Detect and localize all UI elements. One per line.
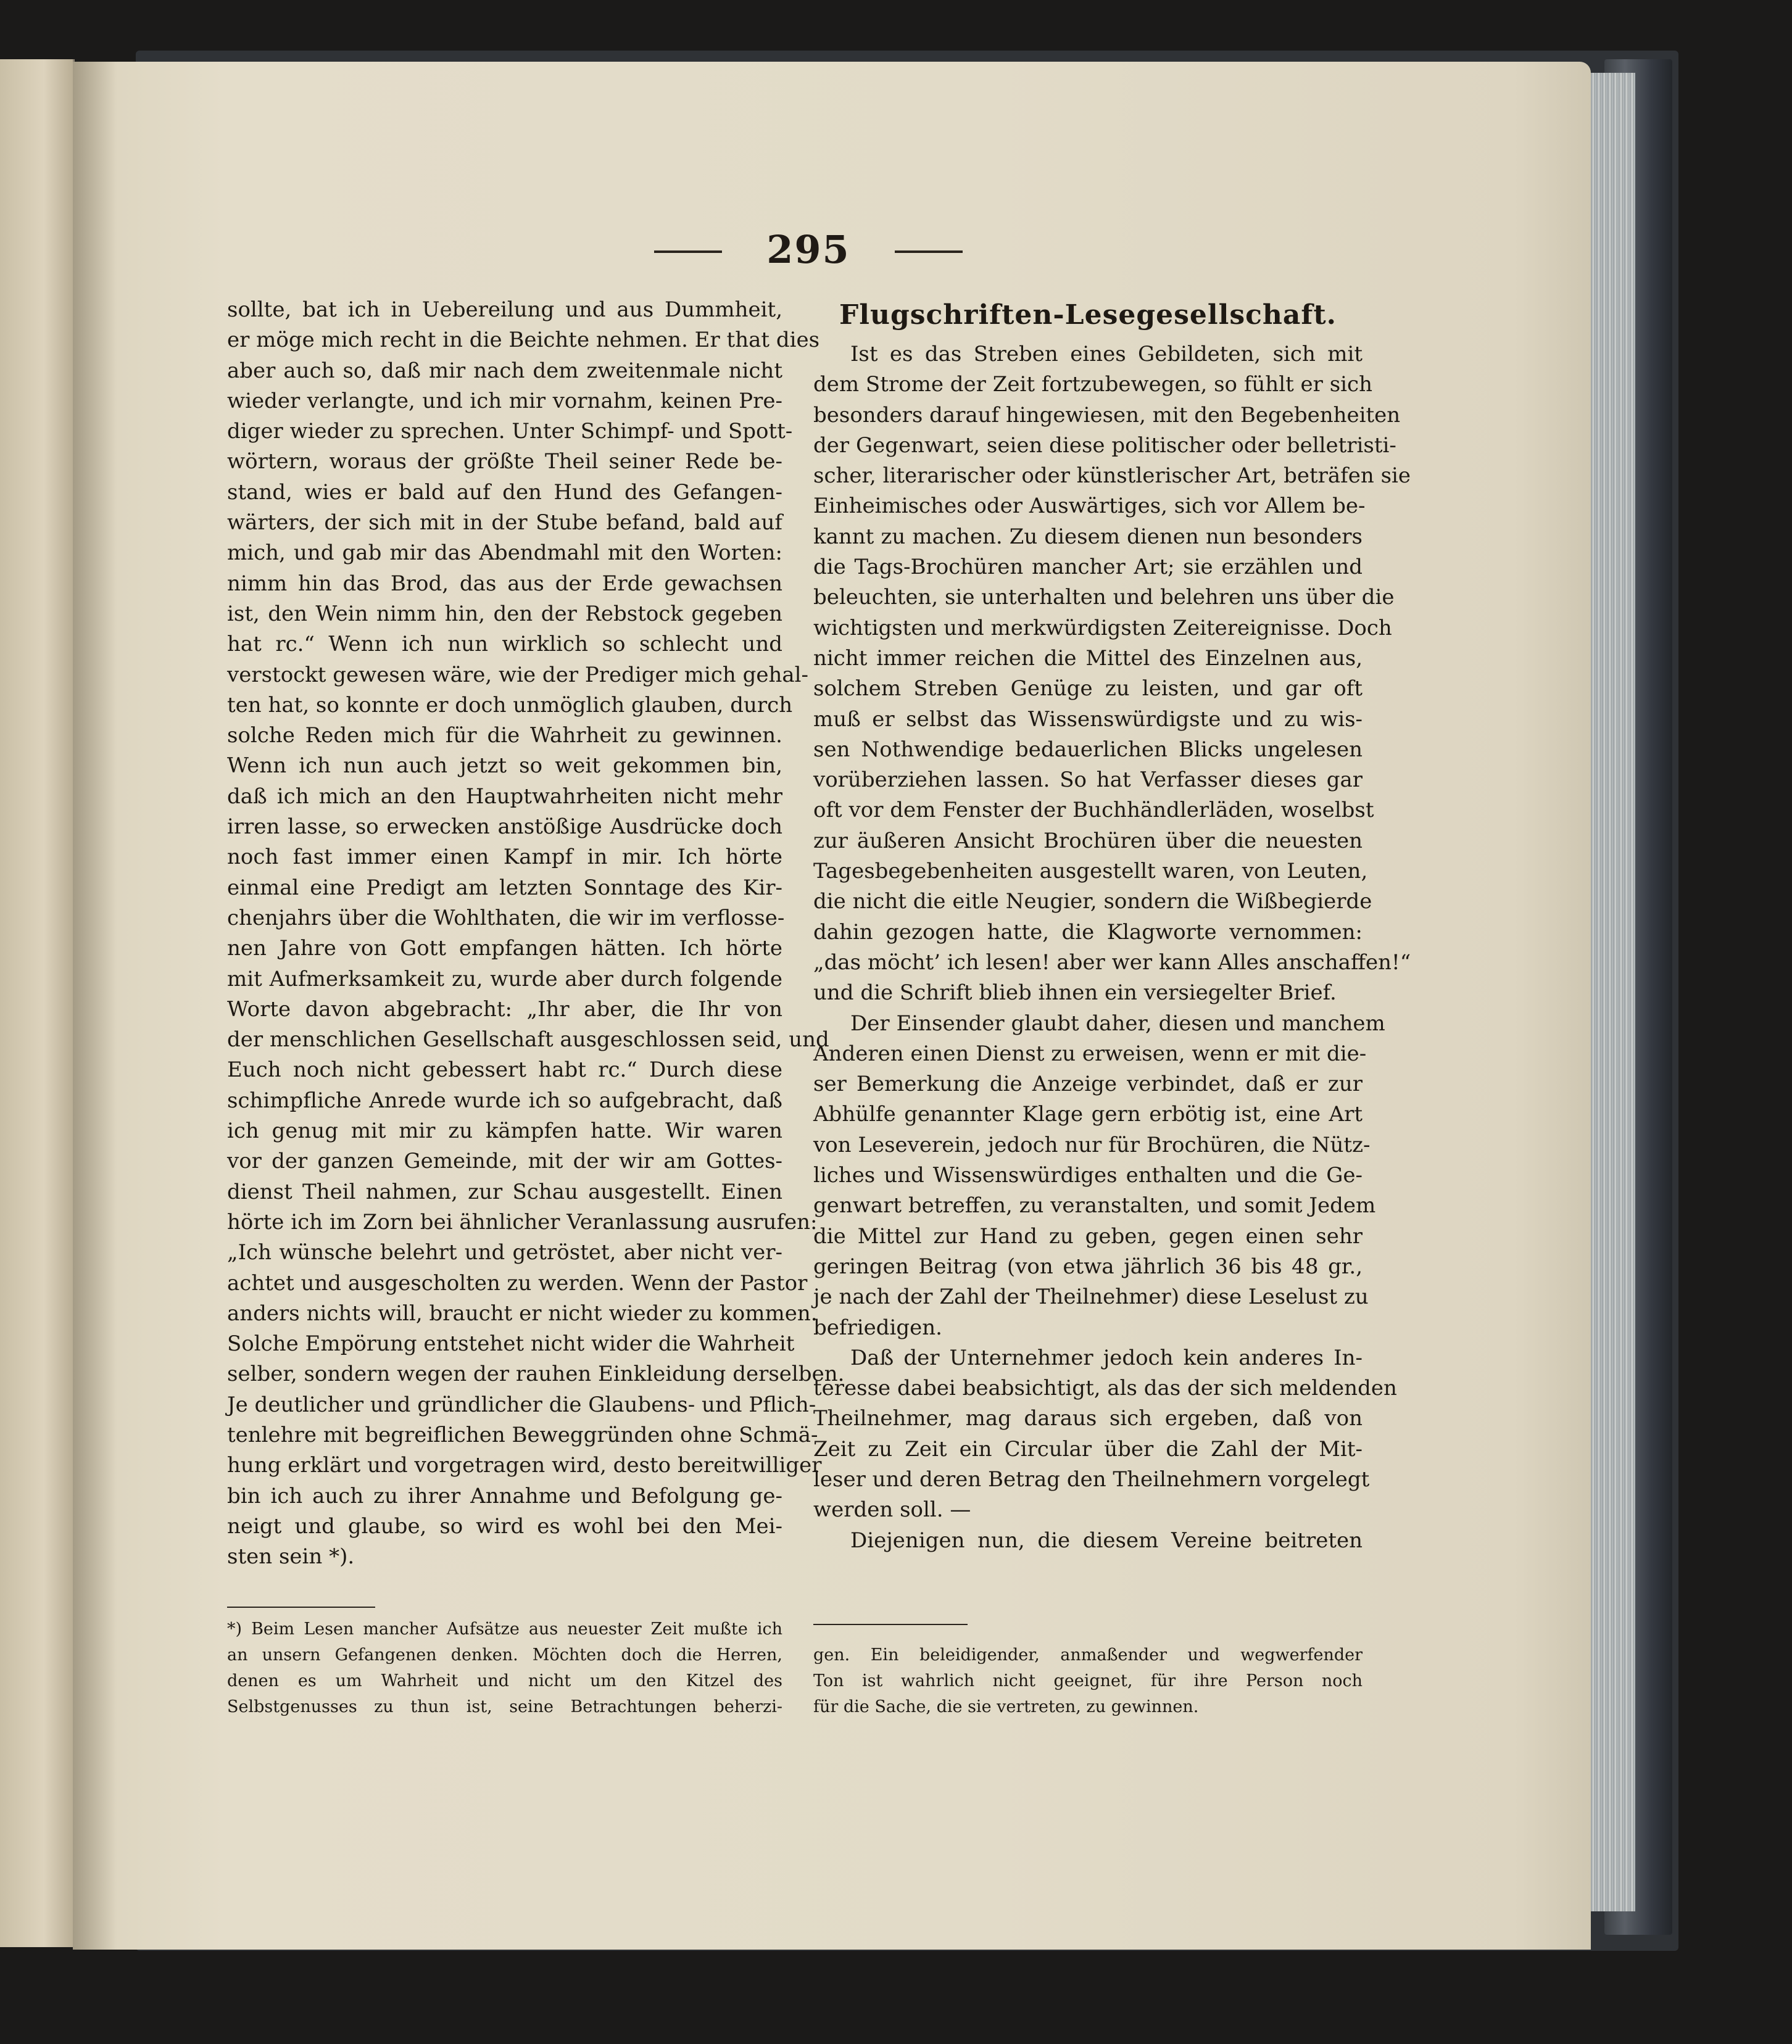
footnote-line: Ton ist wahrlich nicht geeignet, für ihre Person noch	[813, 1671, 1363, 1690]
right-column-line: von Leseverein, jedoch nur für Brochüren, die Nütz-	[813, 1132, 1371, 1157]
right-column-line: die Mittel zur Hand zu geben, gegen einen sehr	[813, 1223, 1363, 1249]
footnote-rule-right	[813, 1624, 968, 1625]
left-column-line: sten sein *).	[227, 1544, 355, 1570]
right-column-line: muß er selbst das Wissenswürdigste und zu wis-	[813, 706, 1363, 732]
left-column-line: selber, sondern wegen der rauhen Einkleidung derselben.	[227, 1362, 845, 1387]
left-column-text	[227, 295, 845, 1572]
left-column-line: neigt und glaube, so wird es wohl bei den Mei-	[227, 1513, 782, 1539]
left-column-line: mich, und gab mir das Abendmahl mit den Worten:	[227, 540, 782, 566]
right-column-paragraph	[813, 339, 1411, 1009]
right-column-line: kannt zu machen. Zu diesem dienen nun besonders	[813, 524, 1363, 549]
left-column-line: aber auch so, daß mir nach dem zweitenmale nicht	[227, 358, 782, 383]
right-column-line: zur äußeren Ansicht Brochüren über die neuesten	[813, 828, 1363, 853]
left-column-line: wieder verlangte, und ich mir vornahm, keinen Pre-	[227, 388, 782, 413]
left-column-line: wörtern, woraus der größte Theil seiner Rede be-	[227, 449, 782, 474]
left-column-line: hörte ich im Zorn bei ähnlicher Veranlassung ausrufen:	[227, 1209, 818, 1235]
right-column-line: Einheimisches oder Auswärtiges, sich vor Allem be-	[813, 494, 1366, 519]
left-column-line: daß ich mich an den Hauptwahrheiten nicht mehr	[227, 784, 782, 809]
left-column-line: „Ich wünsche belehrt und getröstet, aber nicht ver-	[227, 1240, 782, 1265]
page-header	[654, 222, 963, 278]
right-column-line: oft vor dem Fenster der Buchhändlerläden, woselbst	[813, 798, 1374, 823]
right-column-line: genwart betreffen, zu veranstalten, und somit Jedem	[813, 1193, 1376, 1219]
left-column-line: Je deutlicher und gründlicher die Glaubens- und Pflich-	[227, 1392, 816, 1417]
left-column-line: solche Reden mich für die Wahrheit zu gewinnen.	[227, 723, 782, 748]
right-column-line: beleuchten, sie unterhalten und belehren uns über die	[813, 585, 1395, 610]
right-column-line: „das möcht’ ich lesen! aber wer kann Alles anschaffen!“	[813, 950, 1411, 975]
footnote-line: für die Sache, die sie vertreten, zu gewinnen.	[813, 1697, 1199, 1716]
left-column-line: noch fast immer einen Kampf in mir. Ich hörte	[227, 845, 782, 870]
left-column-line: hat rc.“ Wenn ich nun wirklich so schlecht und	[227, 632, 782, 657]
left-column-line: schimpfliche Anrede wurde ich so aufgebracht, daß	[227, 1088, 782, 1113]
left-column-line: vor der ganzen Gemeinde, mit der wir am Gottes-	[227, 1149, 782, 1174]
left-column-line: stand, wies er bald auf den Hund des Gefangen-	[227, 479, 782, 505]
left-column-line: Worte davon abgebracht: „Ihr aber, die Ihr von	[227, 996, 782, 1022]
right-column-line: dem Strome der Zeit fortzubewegen, so fühlt er sich	[813, 372, 1372, 397]
right-column-line: teresse dabei beabsichtigt, als das der sich meldenden	[813, 1376, 1397, 1401]
right-column-line: Daß der Unternehmer jedoch kein anderes In-	[850, 1345, 1363, 1370]
right-column-line: nicht immer reichen die Mittel des Einzelnen aus,	[813, 645, 1363, 671]
right-column-line: ser Bemerkung die Anzeige verbindet, daß er zur	[813, 1072, 1363, 1097]
right-column-line: und die Schrift blieb ihnen ein versiegelter Brief.	[813, 980, 1337, 1006]
left-column-line: hung erklärt und vorgetragen wird, desto bereitwilliger	[227, 1453, 822, 1478]
left-column-line: ich genug mit mir zu kämpfen hatte. Wir waren	[227, 1119, 782, 1144]
verso-page-fragment	[0, 59, 75, 1947]
page-number: 295	[766, 227, 850, 272]
right-column-paragraph	[813, 1009, 1385, 1343]
right-column-line: besonders darauf hingewiesen, mit den Begebenheiten	[813, 402, 1401, 428]
right-column-line: Abhülfe genannter Klage gern erbötig ist, eine Art	[813, 1102, 1363, 1127]
left-column-line: er möge mich recht in die Beichte nehmen. Er that dies	[227, 328, 820, 353]
footnote-right	[813, 1642, 1363, 1720]
footnote-line: gen. Ein beleidigender, anmaßender und wegwerfender	[813, 1645, 1363, 1665]
left-column-line: verstockt gewesen wäre, wie der Prediger mich gehal-	[227, 662, 808, 687]
right-column-line: wichtigsten und merkwürdigsten Zeitereignisse. Doch	[813, 615, 1392, 640]
left-column-line: Wenn ich nun auch jetzt so weit gekommen bin,	[227, 753, 782, 779]
right-column-line: werden soll. —	[813, 1497, 971, 1523]
right-column-line: Theilnehmer, mag daraus sich ergeben, daß von	[813, 1406, 1363, 1431]
left-column-line: tenlehre mit begreiflichen Beweggründen ohne Schmä-	[227, 1422, 818, 1447]
footnote-line: *) Beim Lesen mancher Aufsätze aus neuester Zeit mußte ich	[227, 1620, 782, 1639]
left-column-line: mit Aufmerksamkeit zu, wurde aber durch folgende	[227, 966, 782, 991]
right-column-line: solchem Streben Genüge zu leisten, und gar oft	[813, 676, 1363, 701]
header-rule-right	[895, 250, 963, 253]
left-column-line: diger wieder zu sprechen. Unter Schimpf- und Spott-	[227, 419, 793, 444]
left-column-line: nen Jahre von Gott empfangen hätten. Ich hörte	[227, 936, 782, 961]
left-column-line: bin ich auch zu ihrer Annahme und Befolgung ge-	[227, 1483, 782, 1508]
right-column-text	[813, 295, 1411, 1556]
right-column-line: liches und Wissenswürdiges enthalten und die Ge-	[813, 1163, 1363, 1188]
left-column-line: einmal eine Predigt am letzten Sonntage des Kir-	[227, 875, 782, 900]
right-column-line: Der Einsender glaubt daher, diesen und manchem	[850, 1011, 1385, 1036]
right-column-line: befriedigen.	[813, 1315, 942, 1340]
right-column-body	[813, 339, 1411, 1556]
right-column-line: der Gegenwart, seien diese politischer oder belletristi-	[813, 432, 1396, 458]
right-column-line: die nicht die eitle Neugier, sondern die Wißbegierde	[813, 889, 1372, 914]
right-column-line: vorüberziehen lassen. So hat Verfasser dieses gar	[813, 768, 1363, 793]
gutter-shadow	[73, 62, 116, 1950]
footnote-rule-left	[227, 1607, 375, 1608]
left-column-line: ten hat, so konnte er doch unmöglich glauben, durch	[227, 692, 793, 718]
section-title: Flugschriften-Lesegesellschaft.	[839, 299, 1337, 331]
right-column-line: Tagesbegebenheiten ausgestellt waren, von Leuten,	[813, 859, 1368, 884]
left-column-line: nimm hin das Brod, das aus der Erde gewachsen	[227, 571, 782, 596]
footnote-left	[227, 1616, 782, 1720]
left-column-line: irren lasse, so erwecken anstößige Ausdrücke doch	[227, 814, 782, 840]
left-column-line: anders nichts will, braucht er nicht wieder zu kommen.	[227, 1301, 818, 1326]
left-column-line: Solche Empörung entstehet nicht wider die Wahrheit	[227, 1331, 795, 1357]
header-rule-left	[654, 250, 722, 253]
left-column-line: wärters, der sich mit in der Stube befand, bald auf	[227, 510, 782, 536]
left-column-line: chenjahrs über die Wohlthaten, die wir im verflosse-	[227, 905, 785, 930]
left-column-line: dienst Theil nahmen, zur Schau ausgestellt. Einen	[227, 1179, 782, 1204]
footnote-line: an unsern Gefangenen denken. Möchten doch die Herren,	[227, 1645, 782, 1665]
right-column-line: je nach der Zahl der Theilnehmer) diese Leselust zu	[813, 1285, 1369, 1310]
right-column-line: Diejenigen nun, die diesem Vereine beitreten	[850, 1528, 1363, 1553]
right-column-line: scher, literarischer oder künstlerischer Art, beträfen sie	[813, 463, 1411, 489]
right-column-line: Ist es das Streben eines Gebildeten, sich mit	[850, 342, 1363, 366]
footnote-line: Selbstgenusses zu thun ist, seine Betrachtungen beherzi-	[227, 1697, 782, 1716]
left-column-line: sollte, bat ich in Uebereilung und aus Dummheit,	[227, 297, 782, 322]
right-column-line: die Tags-Brochüren mancher Art; sie erzählen und	[813, 555, 1363, 580]
right-column-line: leser und deren Betrag den Theilnehmern vorgelegt	[813, 1467, 1370, 1492]
right-column-paragraph	[813, 1526, 1363, 1556]
right-column-line: Anderen einen Dienst zu erweisen, wenn er mit die-	[813, 1041, 1367, 1066]
left-column-line: ist, den Wein nimm hin, den der Rebstock gegeben	[227, 601, 782, 626]
right-column-line: sen Nothwendige bedauerlichen Blicks ungelesen	[813, 737, 1363, 762]
footnote-line: denen es um Wahrheit und nicht um den Kitzel des	[227, 1671, 782, 1690]
right-column-line: geringen Beitrag (von etwa jährlich 36 bis 48 gr.,	[813, 1254, 1363, 1279]
left-column-line: der menschlichen Gesellschaft ausgeschlossen seid, und	[227, 1027, 829, 1053]
left-column-line: Euch noch nicht gebessert habt rc.“ Durch diese	[227, 1057, 782, 1083]
left-column-line: achtet und ausgescholten zu werden. Wenn der Pastor	[227, 1270, 808, 1296]
right-column-line: dahin gezogen hatte, die Klagworte vernommen:	[813, 919, 1363, 945]
right-column-line: Zeit zu Zeit ein Circular über die Zahl der Mit-	[813, 1436, 1363, 1462]
right-column-paragraph	[813, 1343, 1397, 1526]
